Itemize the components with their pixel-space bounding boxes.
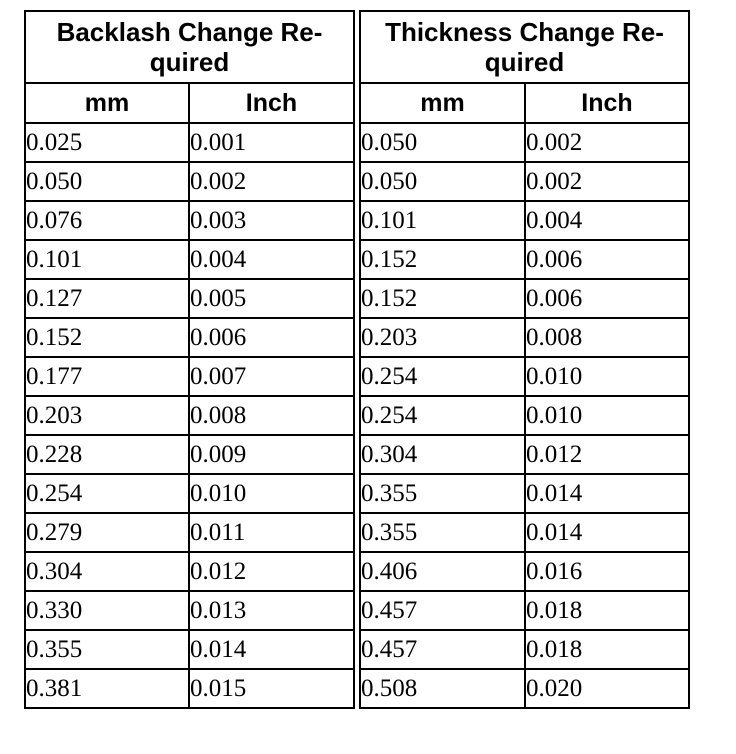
table-row — [25, 435, 689, 474]
table-row — [25, 357, 689, 396]
cell-backlash-mm: 0.127 — [25, 279, 189, 318]
cell-thickness-mm: 0.508 — [360, 669, 525, 708]
cell-thickness-mm: 0.050 — [360, 123, 525, 162]
cell-backlash-inch: 0.010 — [189, 474, 354, 513]
cell-thickness-inch: 0.002 — [525, 162, 689, 201]
table-row — [25, 669, 689, 708]
cell-thickness-inch: 0.010 — [525, 396, 689, 435]
cell-thickness-inch: 0.018 — [525, 630, 689, 669]
cell-thickness-mm: 0.355 — [360, 513, 525, 552]
cell-backlash-mm: 0.228 — [25, 435, 189, 474]
cell-thickness-inch: 0.008 — [525, 318, 689, 357]
cell-backlash-mm: 0.355 — [25, 630, 189, 669]
cell-thickness-mm: 0.355 — [360, 474, 525, 513]
cell-backlash-inch: 0.003 — [189, 201, 354, 240]
cell-thickness-mm: 0.152 — [360, 279, 525, 318]
cell-backlash-inch: 0.002 — [189, 162, 354, 201]
table-row — [25, 318, 689, 357]
cell-thickness-inch: 0.010 — [525, 357, 689, 396]
table-row — [25, 552, 689, 591]
cell-backlash-mm: 0.381 — [25, 669, 189, 708]
table-row — [25, 162, 689, 201]
thickness-header-line-1: Thickness Change Re- — [385, 17, 664, 47]
cell-backlash-mm: 0.177 — [25, 357, 189, 396]
table-row — [25, 396, 689, 435]
cell-backlash-mm: 0.101 — [25, 240, 189, 279]
cell-backlash-mm: 0.254 — [25, 474, 189, 513]
cell-thickness-inch: 0.014 — [525, 513, 689, 552]
table-row — [25, 513, 689, 552]
table-row — [25, 240, 689, 279]
cell-thickness-inch: 0.018 — [525, 591, 689, 630]
cell-backlash-mm: 0.203 — [25, 396, 189, 435]
cell-thickness-inch: 0.012 — [525, 435, 689, 474]
table-row — [25, 279, 689, 318]
table-row — [25, 630, 689, 669]
cell-thickness-mm: 0.304 — [360, 435, 525, 474]
table-row — [25, 591, 689, 630]
cell-thickness-mm: 0.406 — [360, 552, 525, 591]
cell-backlash-inch: 0.008 — [189, 396, 354, 435]
unit-header-row — [25, 83, 689, 123]
cell-thickness-mm: 0.457 — [360, 591, 525, 630]
unit-header-thickness-inch: Inch — [525, 83, 689, 123]
table-row — [25, 201, 689, 240]
unit-header-thickness-mm: mm — [360, 83, 525, 123]
cell-backlash-inch: 0.007 — [189, 357, 354, 396]
cell-thickness-mm: 0.152 — [360, 240, 525, 279]
unit-header-backlash-mm: mm — [25, 83, 189, 123]
cell-backlash-inch: 0.012 — [189, 552, 354, 591]
group-header-row — [25, 11, 689, 83]
cell-thickness-mm: 0.254 — [360, 357, 525, 396]
backlash-header-line-1: Backlash Change Re- — [56, 17, 323, 47]
cell-backlash-inch: 0.013 — [189, 591, 354, 630]
cell-thickness-mm: 0.101 — [360, 201, 525, 240]
cell-thickness-mm: 0.457 — [360, 630, 525, 669]
cell-backlash-inch: 0.004 — [189, 240, 354, 279]
cell-backlash-mm: 0.050 — [25, 162, 189, 201]
cell-thickness-mm: 0.254 — [360, 396, 525, 435]
cell-backlash-inch: 0.005 — [189, 279, 354, 318]
table-row — [25, 123, 689, 162]
cell-backlash-inch: 0.011 — [189, 513, 354, 552]
cell-backlash-mm: 0.025 — [25, 123, 189, 162]
cell-thickness-inch: 0.006 — [525, 240, 689, 279]
conversion-table — [24, 10, 690, 709]
table-body — [25, 123, 689, 708]
cell-thickness-inch: 0.020 — [525, 669, 689, 708]
cell-thickness-mm: 0.050 — [360, 162, 525, 201]
cell-thickness-inch: 0.014 — [525, 474, 689, 513]
unit-header-backlash-inch: Inch — [189, 83, 354, 123]
cell-backlash-mm: 0.152 — [25, 318, 189, 357]
cell-backlash-mm: 0.330 — [25, 591, 189, 630]
table-row — [25, 474, 689, 513]
cell-thickness-inch: 0.004 — [525, 201, 689, 240]
cell-backlash-mm: 0.279 — [25, 513, 189, 552]
cell-thickness-mm: 0.203 — [360, 318, 525, 357]
cell-backlash-inch: 0.001 — [189, 123, 354, 162]
cell-backlash-inch: 0.009 — [189, 435, 354, 474]
backlash-change-header — [25, 11, 354, 83]
thickness-header-line-2: quired — [484, 47, 565, 77]
cell-backlash-mm: 0.304 — [25, 552, 189, 591]
cell-thickness-inch: 0.002 — [525, 123, 689, 162]
cell-thickness-inch: 0.006 — [525, 279, 689, 318]
backlash-header-line-2: quired — [149, 47, 230, 77]
cell-backlash-mm: 0.076 — [25, 201, 189, 240]
cell-backlash-inch: 0.015 — [189, 669, 354, 708]
cell-backlash-inch: 0.014 — [189, 630, 354, 669]
cell-backlash-inch: 0.006 — [189, 318, 354, 357]
thickness-change-header — [360, 11, 689, 83]
cell-thickness-inch: 0.016 — [525, 552, 689, 591]
